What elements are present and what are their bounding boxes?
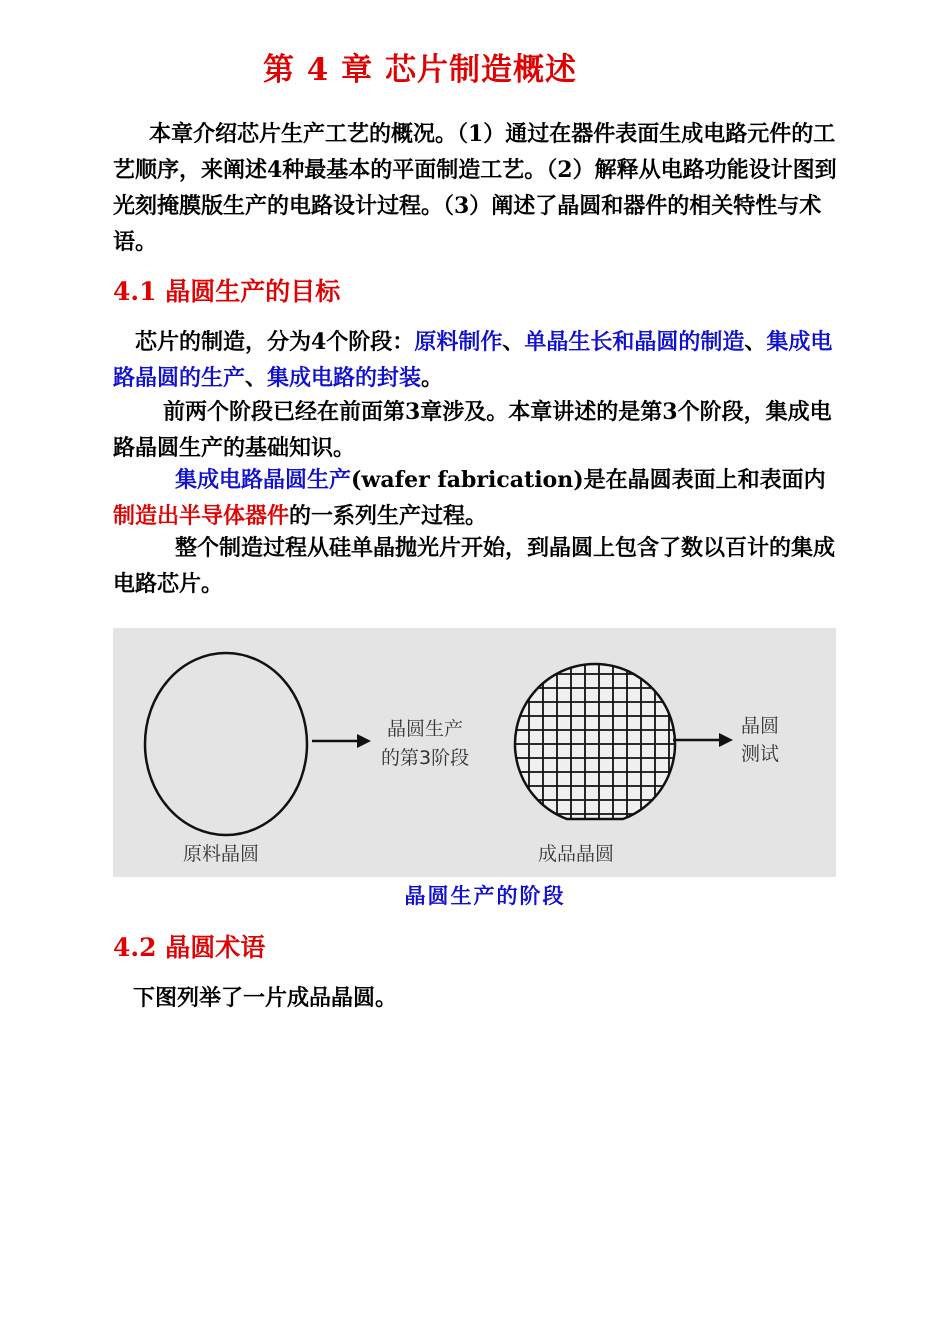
chapter-title: 第 4 章 芯片制造概述	[263, 52, 577, 88]
highlight-crystal-growth: 单晶生长和晶圆的制造	[524, 329, 745, 355]
arrow-1	[312, 734, 371, 748]
figure-caption: 晶圆生产的阶段	[404, 883, 566, 908]
text-span: 的一系列生产过程。	[289, 503, 488, 529]
paragraph-stages	[113, 324, 839, 396]
paragraph-process: 整个制造过程从硅单晶抛光片开始，到晶圆上包含了数以百计的集成电路芯片。	[113, 535, 836, 597]
step1-line1: 晶圆生产	[387, 718, 464, 740]
finished-wafer	[515, 660, 675, 820]
paragraph-previous-stages: 前两个阶段已经在前面第3章涉及。本章讲述的是第3个阶段，集成电路晶圆生产的基础知识。	[113, 399, 832, 461]
step2-line2: 测试	[741, 743, 780, 765]
text-span: (wafer fabrication)是在晶圆表面上和表面内	[351, 467, 826, 493]
text-span: 、	[744, 329, 767, 355]
section-heading-4-2: 4.2 晶圆术语	[113, 933, 266, 962]
raw-wafer-label: 原料晶圆	[183, 843, 260, 865]
intro-paragraph: 本章介绍芯片生产工艺的概况。（1）通过在器件表面生成电路元件的工艺顺序，来阐述4种最基本的平面制造工艺。（2）解释从电路功能设计图到光刻掩膜版生产的电路设计过程。（3）阐述了晶圆和器件的相关特性与术语。	[113, 121, 837, 255]
highlight-wafer-fab: 集成电路晶圆的生产	[113, 329, 833, 391]
text-span: 。	[421, 365, 444, 391]
text-span: 芯片的制造，分为4个阶段：	[135, 329, 415, 355]
text-span: 、	[502, 329, 525, 355]
step2-line1: 晶圆	[741, 715, 780, 737]
section-heading-4-1: 4.1 晶圆生产的目标	[113, 277, 341, 306]
arrow-2	[673, 733, 733, 747]
highlight-packaging: 集成电路的封装	[267, 365, 422, 391]
wafer-stages-figure	[113, 628, 836, 877]
text-span: 、	[245, 365, 268, 391]
wafer-stages-diagram	[113, 628, 836, 877]
finished-wafer-label: 成品晶圆	[538, 843, 615, 865]
paragraph-finished-wafer: 下图列举了一片成品晶圆。	[133, 985, 398, 1011]
raw-wafer-circle	[145, 653, 307, 835]
paragraph-wafer-fab	[113, 462, 839, 534]
step1-line2: 的第3阶段	[381, 747, 470, 769]
highlight-wafer-fab-term: 集成电路晶圆生产	[175, 467, 352, 493]
highlight-devices: 制造出半导体器件	[113, 503, 290, 529]
highlight-raw-material: 原料制作	[414, 329, 503, 355]
